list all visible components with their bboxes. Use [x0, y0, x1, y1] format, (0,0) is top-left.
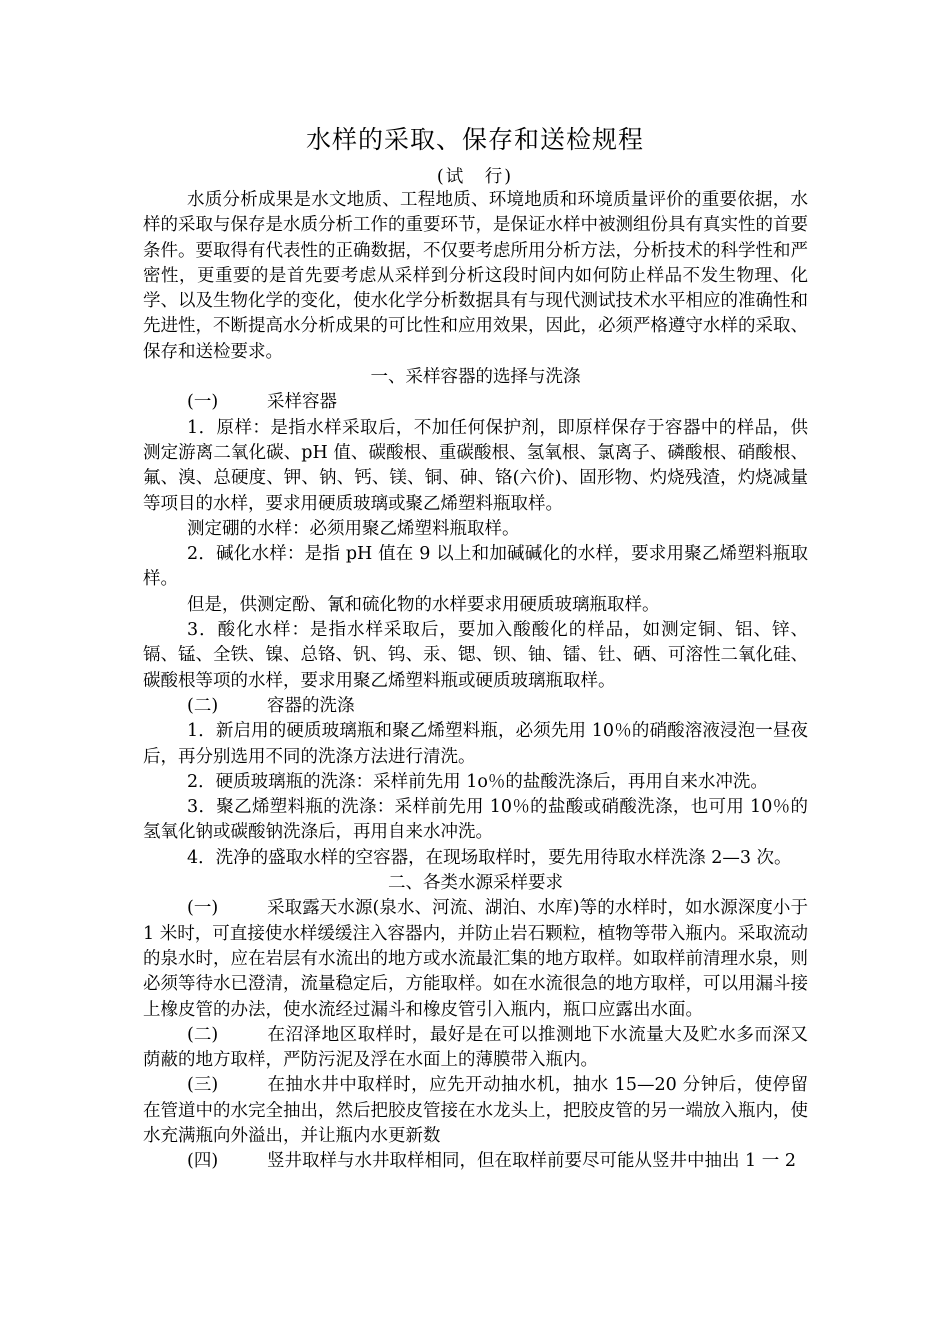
section-1-heading: 一、采样容器的选择与洗涤: [370, 367, 581, 388]
item-number: (三): [187, 1075, 219, 1096]
item-text: 采取露天水源(泉水、河流、湖泊、水库)等的水样时，如水源深度小于 1 米时，可直接使水样缓缓注入容器内，并防止岩石颗粒，植物等带入瓶内。采取流动的泉水时，应在岩层有水流出的地方或水流最汇集的地方取样。如取样前清理水泉，则必须等待水已澄清，流量稳定后，方能取样。如在水流很急的地方取样，可以用漏斗接上橡皮管的办法，使水流经过漏斗和橡皮管引入瓶内，瓶口应露出水面。: [143, 898, 808, 1020]
paragraph: 1．新启用的硬质玻璃瓶和聚乙烯塑料瓶，必须先用 10％的硝酸溶液浸泡一昼夜后，再分别选用不同的洗涤方法进行清洗。: [143, 721, 808, 767]
paragraph: 3．酸化水样：是指水样采取后，要加入酸酸化的样品，如测定铜、铝、锌、镉、锰、全铁、镍、总铬、钒、钨、汞、锶、钡、铀、镭、钍、硒、可溶性二氧化硅、碳酸根等项的水样，要求用聚乙烯塑料瓶或硬质玻璃瓶取样。: [143, 620, 808, 691]
section-1-sub-1-heading: [143, 390, 808, 415]
section-2-item: [143, 1073, 808, 1149]
subsection-number: (一): [187, 392, 219, 413]
paragraph: 3．聚乙烯塑料瓶的洗涤：采样前先用 10％的盐酸或硝酸洗涤，也可用 10％的氢氧化钠或碳酸钠洗涤后，再用自来水冲洗。: [143, 797, 808, 843]
paragraph: 2．碱化水样：是指 pH 值在 9 以上和加碱碱化的水样，要求用聚乙烯塑料瓶取样。: [143, 544, 808, 590]
paragraph: 测定硼的水样：必须用聚乙烯塑料瓶取样。: [187, 518, 520, 539]
item-number: (四): [187, 1151, 219, 1172]
item-number: (一): [187, 898, 219, 919]
item-text: 在抽水井中取样时，应先开动抽水机，抽水 15—20 分钟后，使停留在管道中的水完全抽出，然后把胶皮管接在水龙头上，把胶皮管的另一端放入瓶内，使水充满瓶向外溢出，并让瓶内水更新数: [143, 1075, 808, 1146]
paragraph: 1．原样：是指水样采取后，不加任何保护剂，即原样保存于容器中的样品，供测定游离二氧化碳、pH 值、碳酸根、重碳酸根、氢氧根、氯离子、磷酸根、硝酸根、氟、溴、总硬度、钾、钠、钙、镁、铜、砷、铬(六价)、固形物、灼烧残渣，灼烧减量等项目的水样，要求用硬质玻璃或聚乙烯塑料瓶取样。: [143, 417, 808, 514]
item-text: 在沼泽地区取样时，最好是在可以推测地下水流量大及贮水多而深又荫蔽的地方取样，严防污泥及浮在水面上的薄膜带入瓶内。: [143, 1024, 808, 1071]
document-subtitle: (试 行): [436, 167, 514, 187]
section-2-item: [143, 1149, 808, 1174]
section-2-item: [143, 1023, 808, 1074]
subsection-number: (二): [187, 695, 219, 716]
paragraph: 2．硬质玻璃瓶的洗涤：采样前先用 1o％的盐酸洗涤后，再用自来水冲洗。: [187, 771, 768, 792]
subsection-title: 容器的洗涤: [267, 695, 355, 716]
document-body: [143, 188, 808, 1175]
paragraph: 4．洗净的盛取水样的空容器，在现场取样时，要先用待取水样洗涤 2—3 次。: [187, 847, 792, 868]
subsection-title: 采样容器: [267, 392, 337, 413]
item-text: 竖井取样与水井取样相同，但在取样前要尽可能从竖井中抽出 1 一 2: [267, 1151, 796, 1172]
item-number: (二): [187, 1024, 219, 1045]
intro-paragraph: 水质分析成果是水文地质、工程地质、环境地质和环境质量评价的重要依据，水样的采取与保存是水质分析工作的重要环节，是保证水样中被测组份具有真实性的首要条件。要取得有代表性的正确数据，不仅要考虑所用分析方法，分析技术的科学性和严密性，更重要的是首先要考虑从采样到分析这段时间内如何防止样品不发生物理、化学、以及生物化学的变化，使水化学分析数据具有与现代测试技术水平相应的准确性和先进性，不断提高水分析成果的可比性和应用效果，因此，必须严格遵守水样的采取、保存和送检要求。: [143, 190, 808, 362]
section-2-heading: 二、各类水源采样要求: [388, 873, 563, 894]
paragraph: 但是，供测定酚、氰和硫化物的水样要求用硬质玻璃瓶取样。: [187, 594, 660, 615]
document-title: 水样的采取、保存和送检规程: [305, 125, 644, 154]
section-2-item: [143, 896, 808, 1022]
section-1-sub-2-heading: [143, 694, 808, 719]
